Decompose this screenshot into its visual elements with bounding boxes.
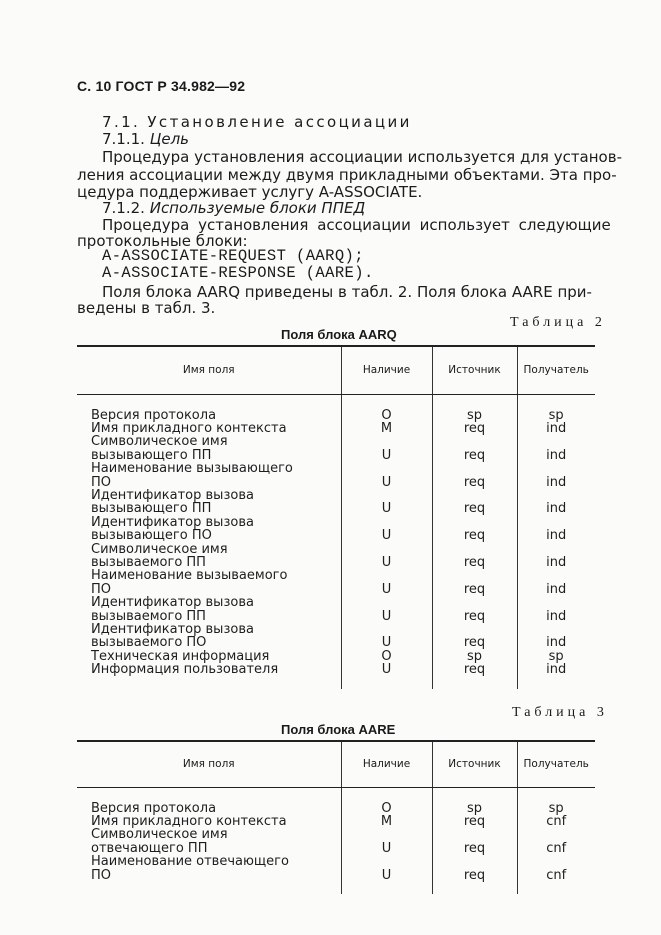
page-header: С. 10 ГОСТ Р 34.982—92 [77,78,246,94]
field-name [77,462,341,489]
field-name [77,543,341,570]
field-recipient: sp [517,802,595,815]
field-name-line: Наименование вызывающего [91,461,293,477]
field-source: req [432,596,517,623]
field-name-line: Наименование отвечающего [91,854,289,870]
field-presence: U [341,462,432,489]
table2-col-name: Имя поля [77,346,341,394]
field-source: req [432,828,517,855]
table-row [77,828,595,855]
table2-col-presence: Наличие [341,346,432,394]
field-presence: U [341,435,432,462]
block-aarq: A-ASSOCIATE-REQUEST (AARQ); [102,247,364,265]
field-presence: U [341,828,432,855]
subsection-1-title: Цель [149,130,190,148]
field-name-line: Техническая информация [91,648,270,664]
table3-col-name: Имя поля [77,741,341,787]
field-source: req [432,623,517,650]
field-source: req [432,855,517,882]
field-name-line: Наименование вызываемого [91,568,288,584]
field-presence: U [341,663,432,676]
field-name [77,623,341,650]
field-source: sp [432,802,517,815]
para3-line2: ведены в табл. 3. [77,299,216,317]
table2-col-recipient: Получатель [517,346,595,394]
field-name-line: вызывающего ПП [91,447,212,463]
field-name [77,828,341,855]
para2-line2: протокольные блоки: [77,232,248,250]
table-row [77,623,595,650]
field-name-line: отвечающего ПП [91,840,208,856]
field-name-line: Имя прикладного контекста [91,420,287,436]
field-name [77,422,341,435]
field-name-line: Имя прикладного контекста [91,813,287,829]
field-source: sp [432,650,517,663]
field-presence: U [341,623,432,650]
field-presence: O [341,409,432,422]
table3-body [77,787,595,894]
para1-line1: Процедура установления ассоциации используется для установ- [102,148,622,166]
field-source: req [432,543,517,570]
field-source: req [432,422,517,435]
field-recipient: cnf [517,828,595,855]
table-row [77,543,595,570]
field-name-line: Идентификатор вызова [91,595,254,611]
table-row [77,435,595,462]
field-source: req [432,462,517,489]
field-recipient: ind [517,516,595,543]
table3-col-presence: Наличие [341,741,432,787]
table-row [77,802,595,815]
field-name [77,802,341,815]
field-name [77,569,341,596]
field-name-line: Идентификатор вызова [91,514,254,530]
field-name-line: ПО [91,474,112,490]
field-recipient: ind [517,596,595,623]
table3-caption: Поля блока AARE [281,722,396,737]
table3 [77,740,595,894]
table3-col-source: Источник [432,741,517,787]
table-row [77,516,595,543]
field-presence: U [341,855,432,882]
field-presence: M [341,422,432,435]
field-recipient: cnf [517,815,595,828]
table-row [77,422,595,435]
field-name-line: Идентификатор вызова [91,487,254,503]
field-name [77,596,341,623]
table-row [77,409,595,422]
para2-line1: Процедура установления ассоциации использует следующие [102,216,611,234]
field-presence: U [341,489,432,516]
field-name-line: Версия протокола [91,407,217,423]
field-name-line: вызывающего ПП [91,501,212,517]
table-row [77,569,595,596]
field-name-line: Информация пользователя [91,662,279,678]
field-name-line: ПО [91,867,112,883]
field-name [77,409,341,422]
table-row [77,489,595,516]
field-presence: O [341,802,432,815]
table3-col-recipient: Получатель [517,741,595,787]
field-source: req [432,489,517,516]
field-recipient: sp [517,650,595,663]
field-presence: U [341,543,432,570]
field-presence: U [341,516,432,543]
field-name-line: Символическое имя [91,434,228,450]
field-name [77,650,341,663]
field-name-line: Символическое имя [91,827,228,843]
field-source: req [432,815,517,828]
field-name-line: вызываемого ПП [91,554,206,570]
table2-caption: Поля блока AARQ [281,327,397,342]
subsection-2-title: Используемые блоки ППЕД [149,199,366,217]
field-presence: O [341,650,432,663]
para1-line2: ления ассоциации между двумя прикладными объектами. Эта про- [77,166,617,184]
field-recipient: ind [517,663,595,676]
field-name [77,435,341,462]
field-recipient: ind [517,489,595,516]
para1-line3: цедура поддерживает услугу A-ASSOCIATE. [77,183,423,201]
table-row [77,855,595,882]
table-row [77,462,595,489]
field-recipient: ind [517,462,595,489]
table-row [77,663,595,676]
field-source: req [432,435,517,462]
table2 [77,345,595,689]
field-recipient: sp [517,409,595,422]
field-name-line: Символическое имя [91,541,228,557]
table2-label: Таблица 2 [510,315,606,330]
subsection-1-number: 7.1.1. [102,130,145,148]
section-title: 7.1. Установление ассоциации [102,113,412,131]
field-source: req [432,663,517,676]
field-name-line: вызываемого ПП [91,608,206,624]
field-name [77,516,341,543]
field-recipient: ind [517,623,595,650]
table3-label: Таблица 3 [512,705,608,720]
table2-col-source: Источник [432,346,517,394]
field-recipient: ind [517,543,595,570]
field-name-line: вызывающего ПО [91,528,212,544]
field-recipient: ind [517,422,595,435]
field-name-line: Версия протокола [91,800,217,816]
field-source: sp [432,409,517,422]
table2-body [77,394,595,689]
block-aare: A-ASSOCIATE-RESPONSE (AARE). [102,264,374,282]
table-row [77,815,595,828]
field-name [77,815,341,828]
field-presence: U [341,569,432,596]
subsection-2-number: 7.1.2. [102,199,145,217]
field-presence: M [341,815,432,828]
field-name-line: Идентификатор вызова [91,622,254,637]
subsection-2-heading [102,199,365,217]
para3-line1: Поля блока AARQ приведены в табл. 2. Поля блока AARE при- [102,283,592,301]
field-name-line: вызываемого ПО [91,635,207,651]
field-presence: U [341,596,432,623]
field-recipient: ind [517,435,595,462]
field-recipient: cnf [517,855,595,882]
field-name [77,489,341,516]
field-name [77,663,341,676]
field-recipient: ind [517,569,595,596]
field-name-line: ПО [91,581,112,597]
field-source: req [432,569,517,596]
subsection-1-heading [102,130,189,148]
field-name [77,855,341,882]
table-row [77,650,595,663]
table-row [77,596,595,623]
field-source: req [432,516,517,543]
